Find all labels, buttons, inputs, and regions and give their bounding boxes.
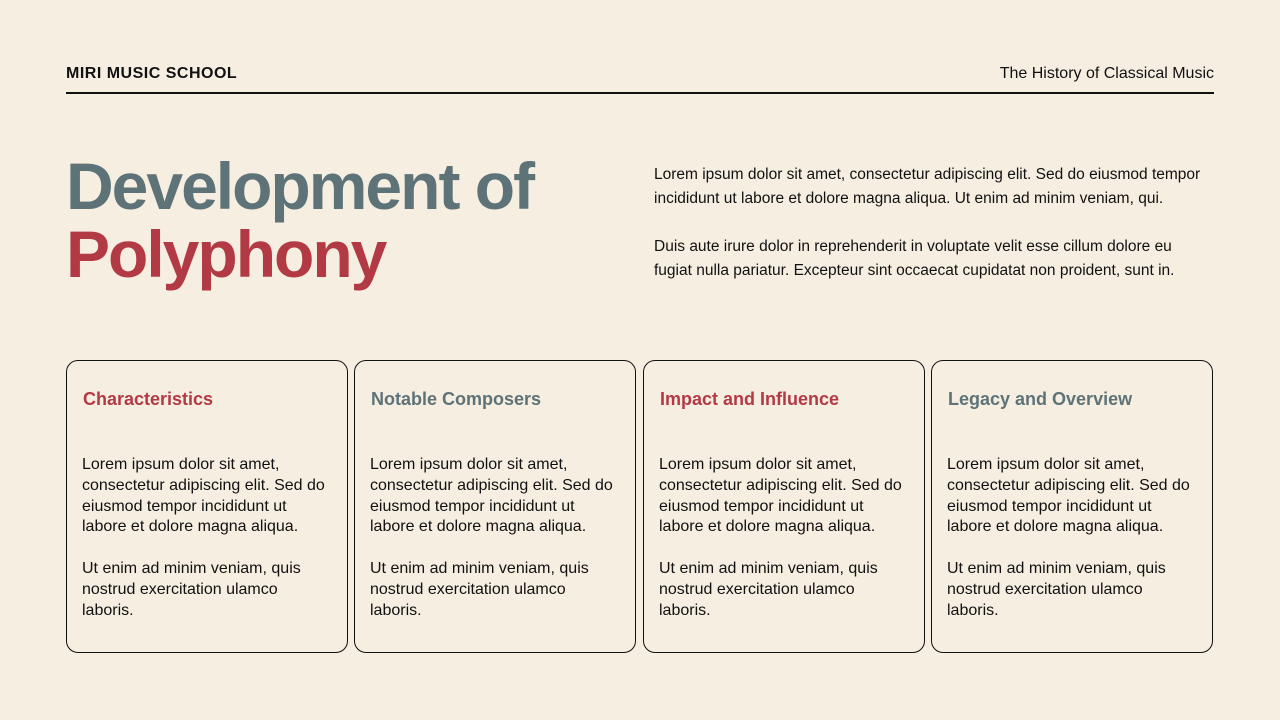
title-line-2: Polyphony bbox=[66, 217, 386, 291]
card-notable-composers bbox=[354, 360, 636, 653]
course-title: The History of Classical Music bbox=[999, 65, 1214, 82]
card-paragraph-2: Ut enim ad minim veniam, quis nostrud exercitation ulamco laboris. bbox=[82, 559, 301, 619]
card-heading: Impact and Influence bbox=[660, 389, 840, 409]
card-paragraph-2: Ut enim ad minim veniam, quis nostrud exercitation ulamco laboris. bbox=[659, 559, 878, 619]
slide-header bbox=[66, 62, 1214, 94]
card-paragraph-1: Lorem ipsum dolor sit amet, consectetur adipiscing elit. Sed do eiusmod tempor incididunt ut labore et dolore magna aliqua. bbox=[947, 456, 1190, 536]
card-paragraph-2: Ut enim ad minim veniam, quis nostrud exercitation ulamco laboris. bbox=[947, 559, 1166, 619]
card-characteristics bbox=[66, 360, 348, 653]
intro-text bbox=[654, 163, 1214, 307]
card-legacy-and-overview bbox=[931, 360, 1213, 653]
card-heading: Characteristics bbox=[83, 389, 214, 409]
title-line-1: Development of bbox=[66, 149, 534, 223]
school-name: MIRI MUSIC SCHOOL bbox=[66, 65, 238, 82]
card-heading: Notable Composers bbox=[371, 389, 542, 409]
intro-paragraph-2: Duis aute irure dolor in reprehenderit in voluptate velit esse cillum dolore eu fugiat nulla pariatur. Excepteur sint occaecat cupidatat non proident, sunt in. bbox=[654, 238, 1175, 279]
card-paragraph-1: Lorem ipsum dolor sit amet, consectetur adipiscing elit. Sed do eiusmod tempor incididunt ut labore et dolore magna aliqua. bbox=[82, 456, 325, 536]
topic-cards bbox=[66, 360, 1214, 653]
card-heading: Legacy and Overview bbox=[948, 389, 1133, 409]
slide-title bbox=[66, 149, 534, 291]
card-paragraph-2: Ut enim ad minim veniam, quis nostrud exercitation ulamco laboris. bbox=[370, 559, 589, 619]
intro-paragraph-1: Lorem ipsum dolor sit amet, consectetur adipiscing elit. Sed do eiusmod tempor incididunt ut labore et dolore magna aliqua. Ut enim ad minim veniam, qui. bbox=[654, 166, 1201, 207]
card-impact-and-influence bbox=[643, 360, 925, 653]
card-paragraph-1: Lorem ipsum dolor sit amet, consectetur adipiscing elit. Sed do eiusmod tempor incididunt ut labore et dolore magna aliqua. bbox=[370, 456, 613, 536]
card-paragraph-1: Lorem ipsum dolor sit amet, consectetur adipiscing elit. Sed do eiusmod tempor incididunt ut labore et dolore magna aliqua. bbox=[659, 456, 902, 536]
